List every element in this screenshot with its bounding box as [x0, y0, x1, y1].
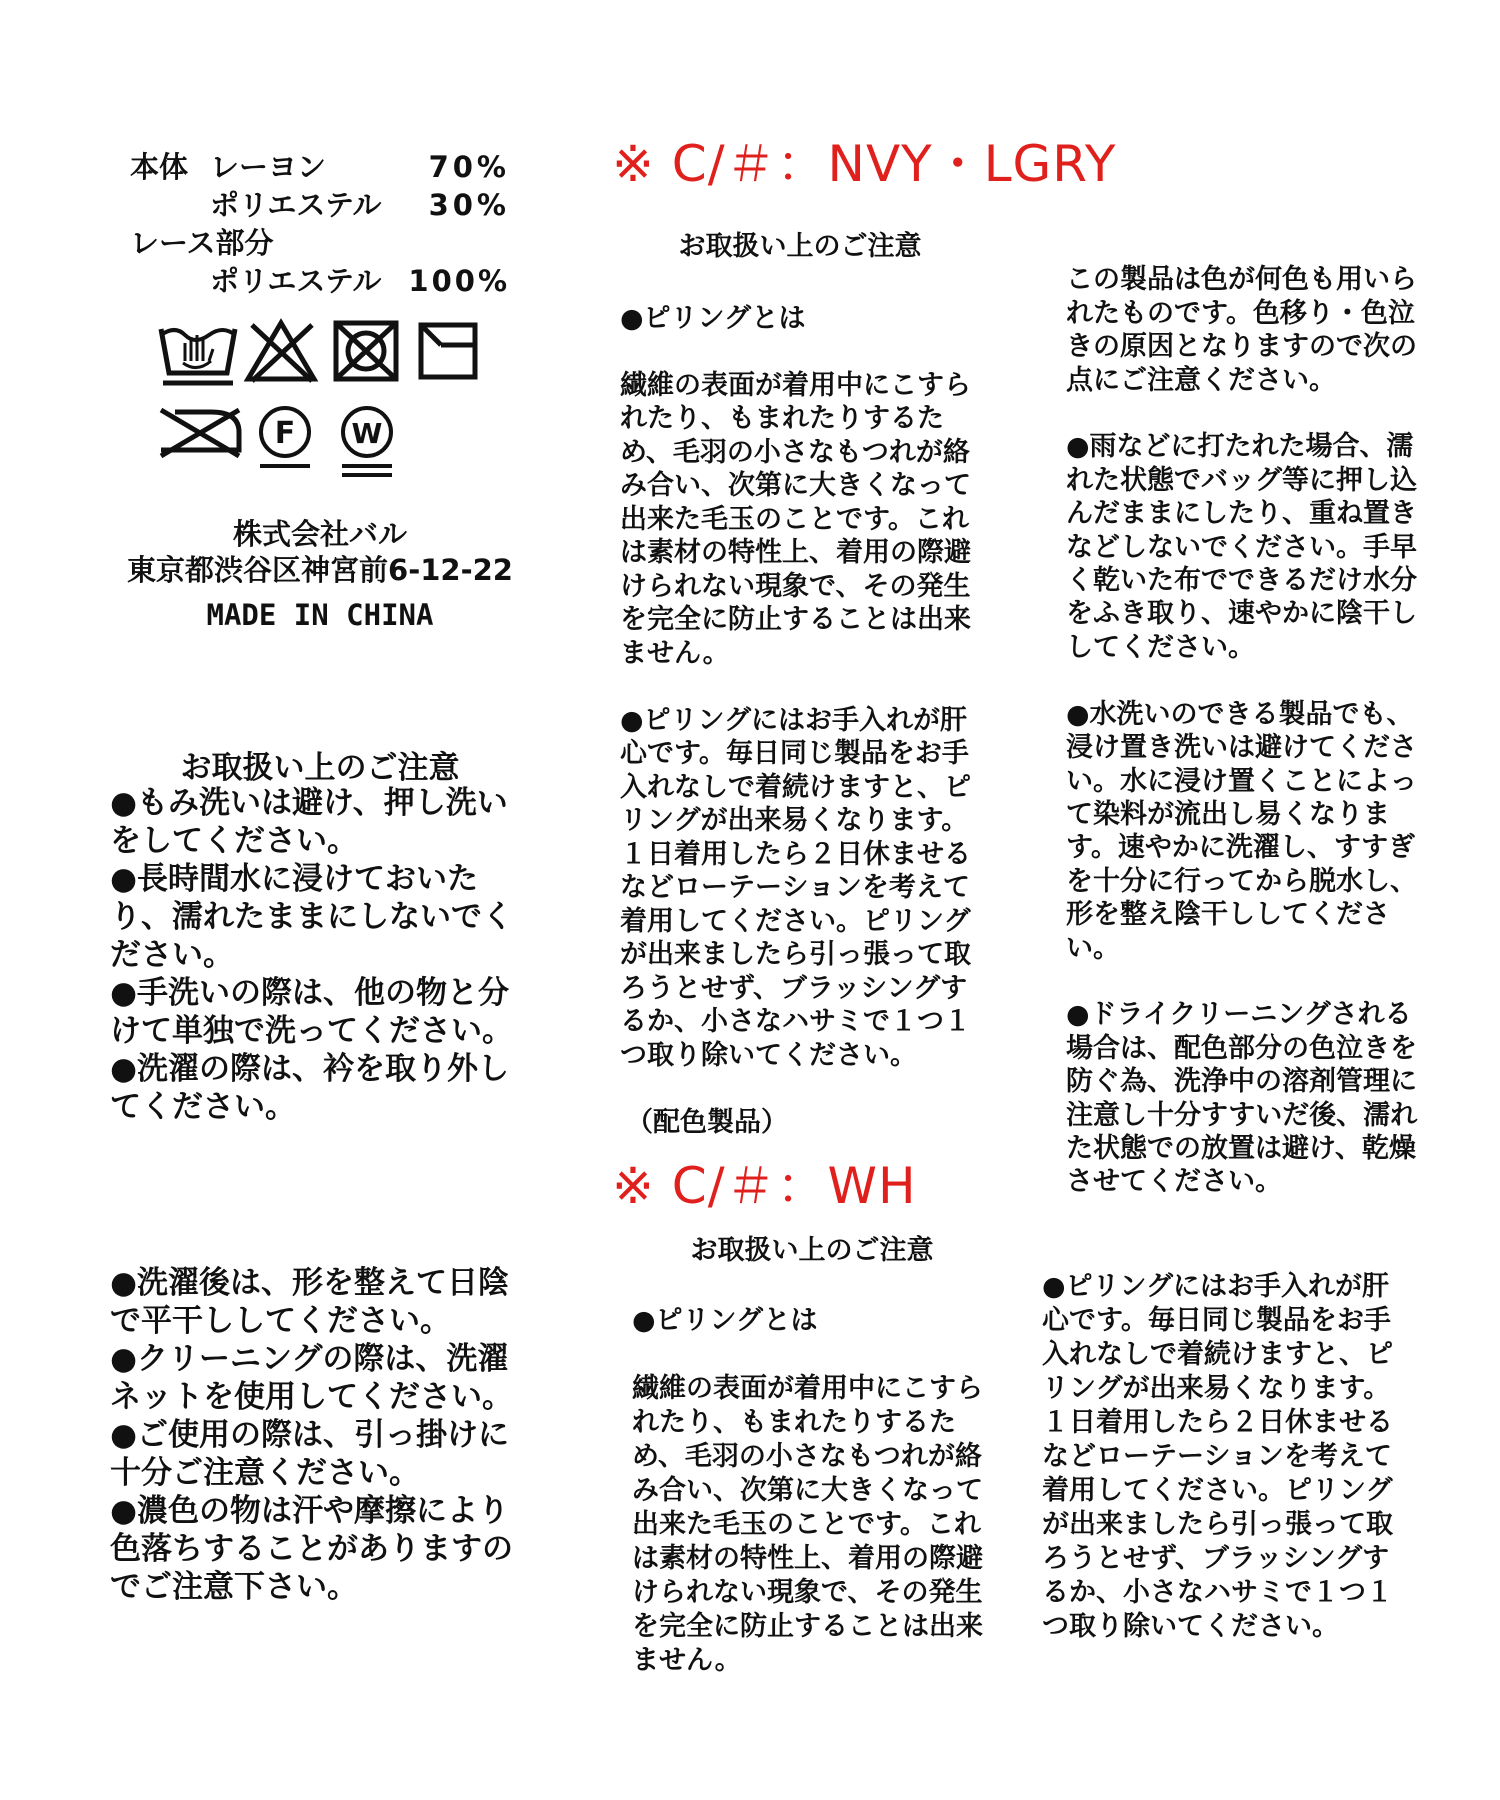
nvy-col2-para: この製品は色が何色も用いられたものです。色移り・色泣きの原因となりますので次の点にご注意ください。	[1066, 264, 1417, 396]
wet-clean-w-icon	[332, 402, 402, 482]
wh-heading: ※ C/＃：WH	[612, 1157, 917, 1215]
composition-row	[130, 186, 510, 224]
company-address: 東京都渋谷区神宮前6-12-22	[127, 553, 513, 587]
composition-row	[130, 262, 510, 300]
nvy-col1-para: 繊維の表面が着用中にこすられたり、もまれたりするため、毛羽の小さなもつれが絡み合い、次第に大きくなって出来た毛玉のことです。これは素材の特性上、着用の際避けられない現象で、その発生を完全に防止することは出来ません。	[620, 369, 971, 669]
nvy-col1-text	[620, 268, 975, 1173]
composition-row	[130, 224, 510, 262]
nvy-col2-text	[1066, 230, 1436, 1232]
nvy-col1-para: ●ピリングにはお手入れが肝心です。毎日同じ製品をお手入れなしで着続けますと、ピリングが出来易くなります。１日着用したら２日休ませるなどローテーションを考えて着用してください。ピリングが出来ましたら引っ張って取ろうとせず、ブラッシングするか、小さなハサミで１つ１つ取り除いてください。	[620, 704, 971, 1071]
no-iron-icon	[155, 402, 245, 464]
hand-wash-icon	[155, 315, 241, 387]
notice-item: ●濃色の物は汗や摩擦により色落ちすることがありますのでご注意下さい。	[110, 1493, 513, 1605]
composition-pct: 70%	[428, 150, 510, 184]
nvy-col2-para: ●雨などに打たれた場合、濡れた状態でバッグ等に押し込んだままにしたり、重ね置きなどしないでください。手早く乾いた布でできるだけ水分をふき取り、速やかに陰干ししてください。	[1066, 431, 1417, 663]
nvy-col1-title: お取扱い上のご注意	[678, 231, 922, 262]
wh-col2-para: ●ピリングにはお手入れが肝心です。毎日同じ製品をお手入れなしで着続けますと、ピリングが出来易くなります。１日着用したら２日休ませるなどローテーションを考えて着用してください。ピリングが出来ましたら引っ張って取ろうとせず、ブラッシングするか、小さなハサミで１つ１つ取り除いてください。	[1042, 1271, 1393, 1642]
composition-row	[130, 148, 510, 186]
left-notice-title: お取扱い上のご注意	[180, 750, 460, 786]
composition-material: レーヨン	[210, 150, 327, 184]
notice-item: ●洗濯後は、形を整えて日陰で平干ししてください。	[110, 1265, 510, 1339]
notice-item: ●もみ洗いは避け、押し洗いをしてください。	[110, 785, 508, 859]
line-dry-shade-icon	[415, 315, 481, 387]
wh-col1-para: ●ピリングとは	[632, 1305, 818, 1336]
nvy-col2-para: ●ドライクリーニングされる場合は、配色部分の色泣きを防ぐ為、洗浄中の溶剤管理に注意し十分すすいだ後、濡れた状態での放置は避け、乾燥させてください。	[1066, 999, 1418, 1198]
svg-text:W: W	[351, 417, 383, 450]
composition-material: ポリエステル	[210, 264, 382, 298]
nvy-lgry-heading: ※ C/＃：NVY・LGRY	[612, 135, 1117, 193]
notice-item: ●洗濯の際は、衿を取り外してください。	[110, 1051, 510, 1125]
composition-material: ポリエステル	[210, 188, 382, 222]
no-tumble-dry-icon	[330, 315, 402, 387]
left-notice-list-2	[110, 1264, 530, 1606]
composition-table	[130, 148, 510, 300]
svg-text:F: F	[274, 416, 296, 451]
wh-col1-title: お取扱い上のご注意	[690, 1235, 934, 1266]
composition-part: レース部分	[130, 226, 274, 260]
notice-item: ●長時間水に浸けておいたり、濡れたままにしないでください。	[110, 861, 513, 973]
wh-col1-para: 繊維の表面が着用中にこすられたり、もまれたりするため、毛羽の小さなもつれが絡み合い、次第に大きくなって出来た毛玉のことです。これは素材の特性上、着用の際避けられない現象で、その発生を完全に防止することは出来ません。	[632, 1373, 983, 1676]
notice-item: ●ご使用の際は、引っ掛けに十分ご注意ください。	[110, 1417, 510, 1491]
composition-pct: 30%	[428, 188, 510, 222]
nvy-col1-para: ●ピリングとは	[620, 302, 806, 334]
company-name: 株式会社バル	[232, 517, 407, 551]
dry-clean-f-icon	[250, 402, 320, 474]
notice-item: ●手洗いの際は、他の物と分けて単独で洗ってください。	[110, 975, 513, 1049]
composition-part: 本体	[130, 150, 189, 184]
wh-col2-text	[1042, 1236, 1407, 1678]
no-bleach-icon	[242, 315, 320, 387]
wh-col1-text	[632, 1270, 997, 1712]
country-of-origin: MADE IN CHINA	[206, 598, 434, 632]
composition-pct: 100%	[408, 264, 510, 298]
nvy-col2-para: ●水洗いのできる製品でも、浸け置き洗いは避けてください。水に浸け置くことによって染料が流出し易くなります。速やかに洗濯し、すすぎを十分に行ってから脱水し、形を整え陰干ししてください。	[1066, 698, 1417, 964]
left-notice-list-1	[110, 784, 530, 1126]
care-icons	[150, 310, 510, 480]
nvy-col1-para: （配色製品）	[626, 1106, 788, 1138]
notice-item: ●クリーニングの際は、洗濯ネットを使用してください。	[110, 1341, 513, 1415]
